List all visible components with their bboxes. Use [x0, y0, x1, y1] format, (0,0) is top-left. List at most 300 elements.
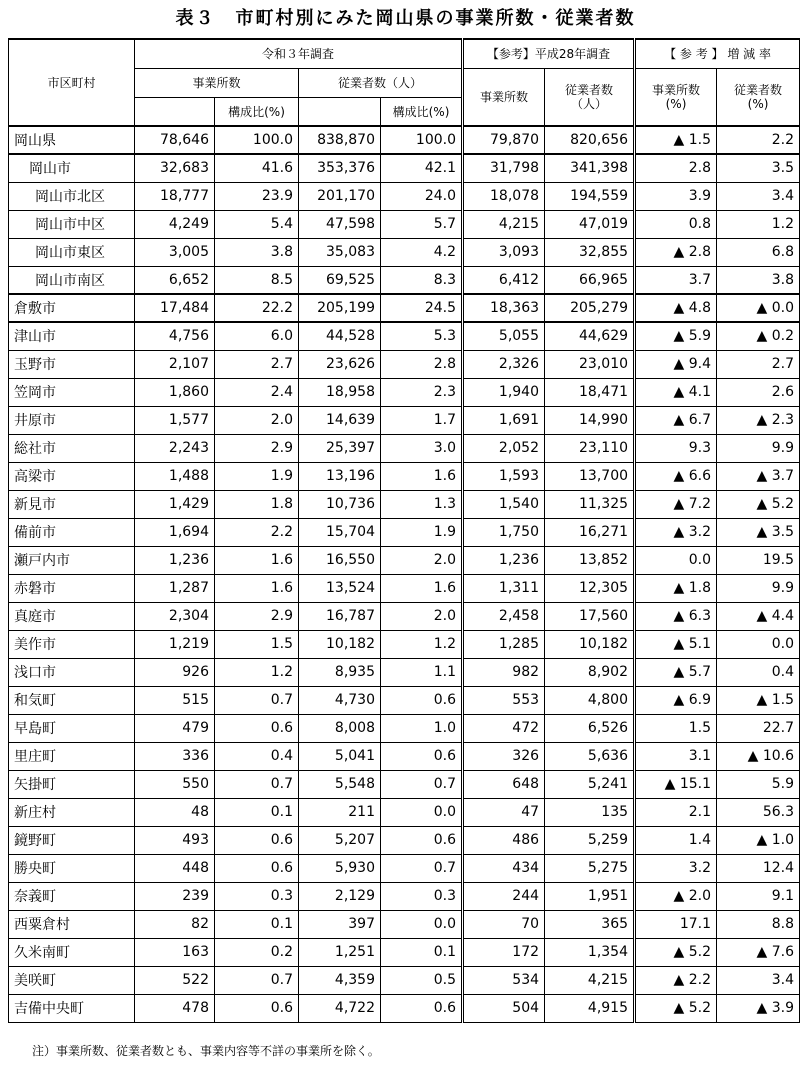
table-row [9, 770, 800, 798]
cell-wr: 24.5 [381, 294, 463, 322]
cell-e: 2,304 [135, 602, 215, 630]
cell-e: 239 [135, 882, 215, 910]
header-r3-survey: 令和３年調査 [135, 39, 463, 68]
row-name: 岡山市北区 [9, 182, 135, 210]
cell-ce: 3.7 [635, 266, 717, 294]
cell-e: 3,005 [135, 238, 215, 266]
cell-er: 3.8 [215, 238, 299, 266]
cell-wr: 0.3 [381, 882, 463, 910]
cell-ce: 2.1 [635, 798, 717, 826]
cell-er: 2.9 [215, 434, 299, 462]
cell-wr: 1.1 [381, 658, 463, 686]
table-row [9, 826, 800, 854]
row-name: 岡山市 [9, 154, 135, 182]
table-row [9, 350, 800, 378]
row-name: 玉野市 [9, 350, 135, 378]
row-name: 総社市 [9, 434, 135, 462]
cell-wr: 0.0 [381, 798, 463, 826]
header-municipality: 市区町村 [9, 39, 135, 126]
row-name: 久米南町 [9, 938, 135, 966]
cell-cw: 12.4 [717, 854, 800, 882]
cell-er: 100.0 [215, 126, 299, 154]
cell-wr: 0.6 [381, 686, 463, 714]
cell-cw: ▲ 5.2 [717, 490, 800, 518]
cell-wr: 5.3 [381, 322, 463, 350]
cell-e: 78,646 [135, 126, 215, 154]
cell-w28: 8,902 [545, 658, 635, 686]
cell-w: 5,930 [299, 854, 381, 882]
cell-w: 4,722 [299, 994, 381, 1022]
row-name: 吉備中央町 [9, 994, 135, 1022]
cell-w28: 10,182 [545, 630, 635, 658]
cell-wr: 8.3 [381, 266, 463, 294]
cell-cw: ▲ 1.5 [717, 686, 800, 714]
cell-er: 0.7 [215, 770, 299, 798]
cell-er: 2.7 [215, 350, 299, 378]
cell-e: 926 [135, 658, 215, 686]
table-row [9, 462, 800, 490]
row-name: 奈義町 [9, 882, 135, 910]
cell-w: 838,870 [299, 126, 381, 154]
cell-e28: 1,593 [463, 462, 545, 490]
cell-wr: 24.0 [381, 182, 463, 210]
cell-er: 0.1 [215, 910, 299, 938]
cell-ce: ▲ 3.2 [635, 518, 717, 546]
cell-w: 5,041 [299, 742, 381, 770]
cell-ce: ▲ 4.8 [635, 294, 717, 322]
cell-cw: ▲ 0.2 [717, 322, 800, 350]
cell-wr: 1.2 [381, 630, 463, 658]
cell-cw: ▲ 2.3 [717, 406, 800, 434]
cell-cw: 1.2 [717, 210, 800, 238]
cell-cw: ▲ 3.5 [717, 518, 800, 546]
row-name: 倉敷市 [9, 294, 135, 322]
cell-e: 32,683 [135, 154, 215, 182]
cell-e28: 486 [463, 826, 545, 854]
cell-w: 15,704 [299, 518, 381, 546]
cell-e: 478 [135, 994, 215, 1022]
cell-ce: 1.4 [635, 826, 717, 854]
row-name: 笠岡市 [9, 378, 135, 406]
cell-wr: 2.0 [381, 546, 463, 574]
cell-e28: 1,311 [463, 574, 545, 602]
cell-e28: 4,215 [463, 210, 545, 238]
header-ratio-1: 構成比(%) [215, 97, 299, 126]
cell-w: 69,525 [299, 266, 381, 294]
cell-er: 6.0 [215, 322, 299, 350]
row-name: 備前市 [9, 518, 135, 546]
cell-e28: 172 [463, 938, 545, 966]
row-name: 井原市 [9, 406, 135, 434]
cell-w: 44,528 [299, 322, 381, 350]
cell-w: 205,199 [299, 294, 381, 322]
table-row [9, 182, 800, 210]
row-name: 西粟倉村 [9, 910, 135, 938]
header-change-employees: 従業者数 (%) [717, 68, 800, 126]
cell-e: 550 [135, 770, 215, 798]
cell-e28: 5,055 [463, 322, 545, 350]
cell-er: 0.7 [215, 686, 299, 714]
table-row [9, 994, 800, 1022]
row-name: 浅口市 [9, 658, 135, 686]
cell-e28: 648 [463, 770, 545, 798]
cell-cw: 2.2 [717, 126, 800, 154]
header-h28-employees: 従業者数 （人） [545, 68, 635, 126]
cell-e: 4,756 [135, 322, 215, 350]
cell-er: 2.2 [215, 518, 299, 546]
cell-e: 48 [135, 798, 215, 826]
cell-w28: 205,279 [545, 294, 635, 322]
cell-cw: ▲ 1.0 [717, 826, 800, 854]
cell-e28: 472 [463, 714, 545, 742]
header-blank-1 [135, 97, 215, 126]
cell-e: 1,488 [135, 462, 215, 490]
table-row [9, 238, 800, 266]
cell-cw: ▲ 3.9 [717, 994, 800, 1022]
table-row [9, 882, 800, 910]
header-h28-survey: 【参考】平成28年調査 [463, 39, 635, 68]
table-row [9, 574, 800, 602]
table-row [9, 266, 800, 294]
cell-e: 493 [135, 826, 215, 854]
cell-ce: ▲ 2.0 [635, 882, 717, 910]
cell-w: 47,598 [299, 210, 381, 238]
cell-ce: ▲ 1.5 [635, 126, 717, 154]
table-row [9, 434, 800, 462]
table-row [9, 126, 800, 154]
cell-w: 16,550 [299, 546, 381, 574]
cell-e28: 79,870 [463, 126, 545, 154]
table-title: 表３ 市町村別にみた岡山県の事業所数・従業者数 [175, 8, 636, 29]
row-name: 美作市 [9, 630, 135, 658]
cell-ce: ▲ 4.1 [635, 378, 717, 406]
cell-wr: 1.3 [381, 490, 463, 518]
cell-ce: ▲ 15.1 [635, 770, 717, 798]
cell-e: 479 [135, 714, 215, 742]
cell-cw: 3.8 [717, 266, 800, 294]
cell-e28: 326 [463, 742, 545, 770]
cell-e28: 6,412 [463, 266, 545, 294]
cell-wr: 1.6 [381, 574, 463, 602]
cell-er: 2.9 [215, 602, 299, 630]
cell-e: 163 [135, 938, 215, 966]
cell-e: 336 [135, 742, 215, 770]
cell-e: 6,652 [135, 266, 215, 294]
cell-ce: 9.3 [635, 434, 717, 462]
cell-cw: ▲ 7.6 [717, 938, 800, 966]
cell-wr: 2.0 [381, 602, 463, 630]
cell-w: 14,639 [299, 406, 381, 434]
table-row [9, 938, 800, 966]
row-name: 早島町 [9, 714, 135, 742]
cell-w28: 4,215 [545, 966, 635, 994]
cell-er: 2.0 [215, 406, 299, 434]
cell-ce: 0.8 [635, 210, 717, 238]
cell-w: 8,935 [299, 658, 381, 686]
row-name: 岡山市中区 [9, 210, 135, 238]
cell-wr: 5.7 [381, 210, 463, 238]
cell-w: 1,251 [299, 938, 381, 966]
cell-wr: 1.9 [381, 518, 463, 546]
cell-w28: 365 [545, 910, 635, 938]
cell-e28: 1,750 [463, 518, 545, 546]
cell-e: 515 [135, 686, 215, 714]
row-name: 美咲町 [9, 966, 135, 994]
cell-e28: 504 [463, 994, 545, 1022]
row-name: 真庭市 [9, 602, 135, 630]
cell-wr: 2.8 [381, 350, 463, 378]
data-table [8, 38, 800, 1023]
cell-er: 0.2 [215, 938, 299, 966]
cell-w28: 18,471 [545, 378, 635, 406]
cell-w28: 5,636 [545, 742, 635, 770]
cell-e28: 434 [463, 854, 545, 882]
cell-wr: 0.0 [381, 910, 463, 938]
cell-w28: 16,271 [545, 518, 635, 546]
cell-e28: 1,940 [463, 378, 545, 406]
cell-e: 4,249 [135, 210, 215, 238]
cell-e28: 18,078 [463, 182, 545, 210]
cell-er: 0.1 [215, 798, 299, 826]
header-blank-2 [299, 97, 381, 126]
table-row [9, 546, 800, 574]
cell-w: 2,129 [299, 882, 381, 910]
cell-ce: 3.2 [635, 854, 717, 882]
cell-e: 1,219 [135, 630, 215, 658]
cell-ce: 1.5 [635, 714, 717, 742]
cell-er: 0.7 [215, 966, 299, 994]
table-row [9, 854, 800, 882]
cell-wr: 0.6 [381, 994, 463, 1022]
cell-ce: ▲ 9.4 [635, 350, 717, 378]
cell-wr: 3.0 [381, 434, 463, 462]
table-row [9, 630, 800, 658]
header-establishments: 事業所数 [135, 68, 299, 97]
cell-e: 2,107 [135, 350, 215, 378]
cell-er: 1.2 [215, 658, 299, 686]
table-row [9, 378, 800, 406]
cell-e28: 553 [463, 686, 545, 714]
cell-cw: 2.6 [717, 378, 800, 406]
cell-cw: 6.8 [717, 238, 800, 266]
cell-w: 211 [299, 798, 381, 826]
cell-e28: 1,285 [463, 630, 545, 658]
cell-w28: 5,259 [545, 826, 635, 854]
cell-w28: 4,915 [545, 994, 635, 1022]
cell-cw: ▲ 0.0 [717, 294, 800, 322]
cell-w: 353,376 [299, 154, 381, 182]
cell-w: 10,736 [299, 490, 381, 518]
cell-w: 201,170 [299, 182, 381, 210]
cell-er: 23.9 [215, 182, 299, 210]
table-row [9, 518, 800, 546]
cell-e28: 3,093 [463, 238, 545, 266]
row-name: 鏡野町 [9, 826, 135, 854]
cell-w28: 13,852 [545, 546, 635, 574]
cell-er: 1.9 [215, 462, 299, 490]
cell-e: 522 [135, 966, 215, 994]
cell-cw: 2.7 [717, 350, 800, 378]
table-row [9, 490, 800, 518]
row-name: 岡山市南区 [9, 266, 135, 294]
cell-w28: 341,398 [545, 154, 635, 182]
table-row [9, 322, 800, 350]
cell-w28: 13,700 [545, 462, 635, 490]
table-row [9, 714, 800, 742]
cell-w: 16,787 [299, 602, 381, 630]
cell-w28: 1,354 [545, 938, 635, 966]
cell-wr: 0.7 [381, 770, 463, 798]
cell-ce: ▲ 5.9 [635, 322, 717, 350]
cell-er: 0.6 [215, 714, 299, 742]
cell-w28: 14,990 [545, 406, 635, 434]
cell-e28: 534 [463, 966, 545, 994]
cell-cw: 3.5 [717, 154, 800, 182]
row-name: 和気町 [9, 686, 135, 714]
cell-w28: 23,010 [545, 350, 635, 378]
cell-ce: 3.1 [635, 742, 717, 770]
cell-w28: 17,560 [545, 602, 635, 630]
row-name: 岡山県 [9, 126, 135, 154]
cell-ce: ▲ 6.3 [635, 602, 717, 630]
cell-ce: 0.0 [635, 546, 717, 574]
cell-wr: 100.0 [381, 126, 463, 154]
cell-wr: 0.6 [381, 742, 463, 770]
cell-w: 5,548 [299, 770, 381, 798]
cell-e28: 982 [463, 658, 545, 686]
cell-cw: 56.3 [717, 798, 800, 826]
table-row [9, 966, 800, 994]
cell-e: 82 [135, 910, 215, 938]
cell-er: 1.6 [215, 546, 299, 574]
cell-wr: 0.7 [381, 854, 463, 882]
cell-cw: 9.9 [717, 574, 800, 602]
cell-w28: 5,275 [545, 854, 635, 882]
cell-e28: 244 [463, 882, 545, 910]
cell-er: 0.6 [215, 994, 299, 1022]
cell-er: 41.6 [215, 154, 299, 182]
header-change-rate: 【 参 考 】 増 減 率 [635, 39, 800, 68]
cell-wr: 0.6 [381, 826, 463, 854]
cell-cw: 9.9 [717, 434, 800, 462]
table-row [9, 658, 800, 686]
cell-ce: ▲ 5.1 [635, 630, 717, 658]
cell-e28: 18,363 [463, 294, 545, 322]
cell-w: 4,730 [299, 686, 381, 714]
cell-w: 5,207 [299, 826, 381, 854]
cell-wr: 1.6 [381, 462, 463, 490]
cell-cw: ▲ 4.4 [717, 602, 800, 630]
cell-cw: 19.5 [717, 546, 800, 574]
cell-w: 397 [299, 910, 381, 938]
cell-e: 2,243 [135, 434, 215, 462]
cell-cw: 9.1 [717, 882, 800, 910]
row-name: 矢掛町 [9, 770, 135, 798]
cell-e: 448 [135, 854, 215, 882]
cell-w28: 194,559 [545, 182, 635, 210]
cell-wr: 4.2 [381, 238, 463, 266]
cell-er: 1.5 [215, 630, 299, 658]
cell-er: 2.4 [215, 378, 299, 406]
cell-e28: 70 [463, 910, 545, 938]
table-row [9, 798, 800, 826]
cell-ce: ▲ 1.8 [635, 574, 717, 602]
cell-ce: ▲ 5.7 [635, 658, 717, 686]
header-h28-establishments: 事業所数 [463, 68, 545, 126]
cell-er: 8.5 [215, 266, 299, 294]
cell-w28: 66,965 [545, 266, 635, 294]
cell-cw: 8.8 [717, 910, 800, 938]
cell-ce: ▲ 2.8 [635, 238, 717, 266]
cell-ce: 2.8 [635, 154, 717, 182]
cell-w: 4,359 [299, 966, 381, 994]
cell-wr: 1.7 [381, 406, 463, 434]
cell-er: 0.6 [215, 854, 299, 882]
cell-wr: 42.1 [381, 154, 463, 182]
cell-e: 1,429 [135, 490, 215, 518]
header-employees: 従業者数（人） [299, 68, 463, 97]
cell-ce: ▲ 6.7 [635, 406, 717, 434]
cell-wr: 1.0 [381, 714, 463, 742]
row-name: 高梁市 [9, 462, 135, 490]
cell-e28: 1,540 [463, 490, 545, 518]
cell-w: 8,008 [299, 714, 381, 742]
cell-cw: 5.9 [717, 770, 800, 798]
table-row [9, 742, 800, 770]
cell-ce: ▲ 6.9 [635, 686, 717, 714]
row-name: 里庄町 [9, 742, 135, 770]
cell-w28: 820,656 [545, 126, 635, 154]
row-name: 新庄村 [9, 798, 135, 826]
cell-w28: 135 [545, 798, 635, 826]
cell-w28: 6,526 [545, 714, 635, 742]
cell-w28: 12,305 [545, 574, 635, 602]
cell-cw: ▲ 10.6 [717, 742, 800, 770]
cell-e: 17,484 [135, 294, 215, 322]
cell-e: 1,236 [135, 546, 215, 574]
cell-wr: 2.3 [381, 378, 463, 406]
row-name: 岡山市東区 [9, 238, 135, 266]
cell-w28: 44,629 [545, 322, 635, 350]
cell-ce: ▲ 7.2 [635, 490, 717, 518]
cell-cw: 0.4 [717, 658, 800, 686]
cell-w: 35,083 [299, 238, 381, 266]
footnote: 注）事業所数、従業者数とも、事業内容等不詳の事業所を除く。 [32, 1044, 380, 1058]
cell-e: 1,860 [135, 378, 215, 406]
cell-w28: 32,855 [545, 238, 635, 266]
cell-cw: 3.4 [717, 182, 800, 210]
table-row [9, 406, 800, 434]
cell-e: 1,287 [135, 574, 215, 602]
cell-w: 18,958 [299, 378, 381, 406]
cell-e28: 1,236 [463, 546, 545, 574]
cell-e28: 2,458 [463, 602, 545, 630]
cell-cw: 22.7 [717, 714, 800, 742]
header-ratio-2: 構成比(%) [381, 97, 463, 126]
cell-ce: ▲ 5.2 [635, 938, 717, 966]
cell-e: 1,577 [135, 406, 215, 434]
cell-e28: 2,326 [463, 350, 545, 378]
row-name: 瀬戸内市 [9, 546, 135, 574]
cell-e: 18,777 [135, 182, 215, 210]
cell-w: 13,524 [299, 574, 381, 602]
cell-e28: 47 [463, 798, 545, 826]
row-name: 勝央町 [9, 854, 135, 882]
cell-w: 10,182 [299, 630, 381, 658]
cell-er: 5.4 [215, 210, 299, 238]
row-name: 赤磐市 [9, 574, 135, 602]
cell-er: 22.2 [215, 294, 299, 322]
